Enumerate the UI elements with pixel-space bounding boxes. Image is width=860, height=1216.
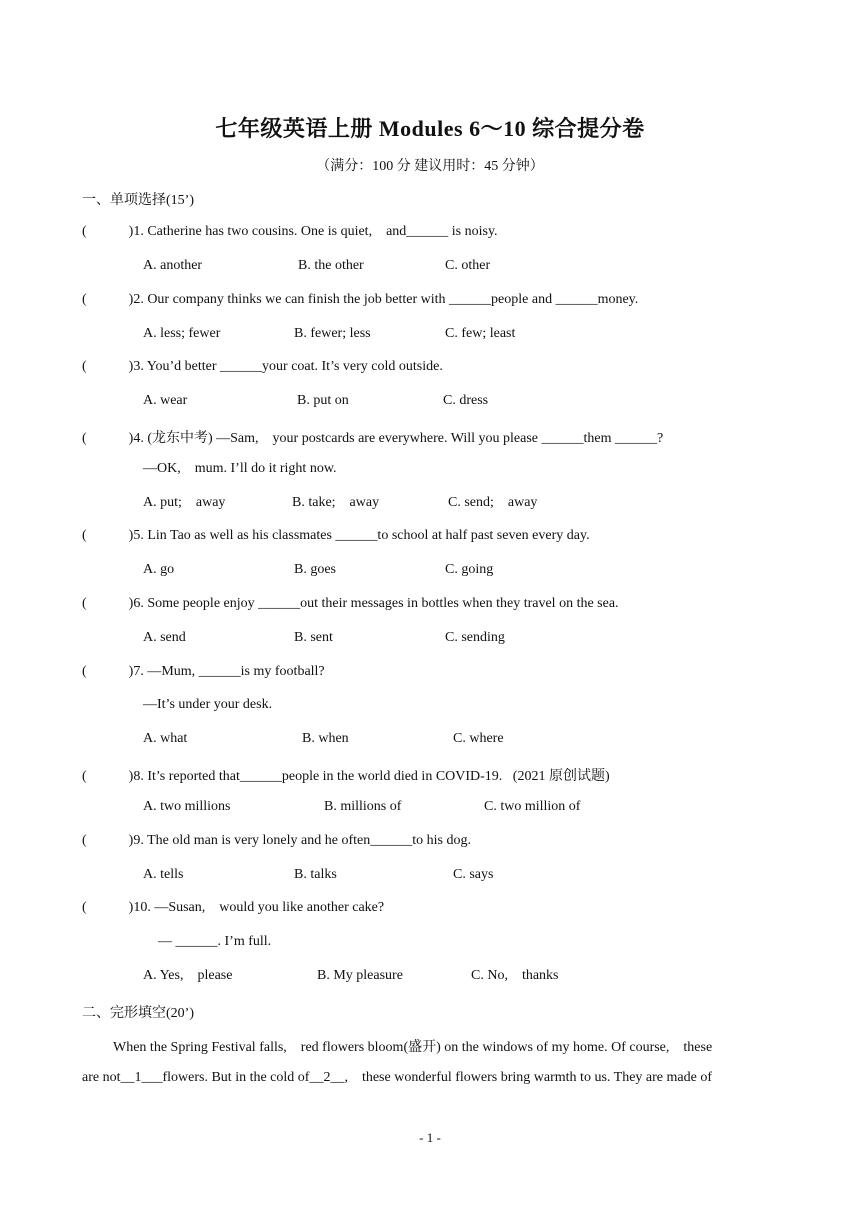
question-3-stem: ( )3. You’d better ______your coat. It’s very cold outside.	[82, 359, 443, 374]
page-title: 七年级英语上册 Modules 6～10 综合提分卷	[215, 116, 645, 141]
option-c: C. few; least	[445, 326, 516, 341]
option-a: A. send	[143, 630, 186, 645]
option-b: B. millions of	[324, 799, 402, 814]
option-b: B. talks	[294, 867, 337, 882]
question-8-stem: ( )8. It’s reported that______people in the world died in COVID-19. (2021 原创试题)	[82, 769, 610, 784]
question-6-stem: ( )6. Some people enjoy ______out their messages in bottles when they travel on the sea.	[82, 596, 619, 611]
question-6-options	[143, 630, 783, 694]
option-c: C. two million of	[484, 799, 581, 814]
section-heading-cloze: 二、完形填空(20’)	[82, 1006, 194, 1021]
question-5-options	[143, 562, 783, 626]
section-heading-single-choice: 一、单项选择(15’)	[82, 193, 194, 208]
option-a: A. put; away	[143, 495, 226, 510]
option-a: A. another	[143, 258, 203, 273]
question-9-options	[143, 867, 783, 931]
option-a: A. two millions	[143, 799, 231, 814]
question-10-reply: — ______. I’m full.	[158, 934, 272, 949]
option-a: A. go	[143, 562, 175, 577]
option-c: C. dress	[443, 393, 489, 408]
option-a: A. Yes, please	[143, 968, 233, 983]
option-c: C. send; away	[448, 495, 538, 510]
option-c: C. other	[445, 258, 491, 273]
question-10-stem: ( )10. —Susan, would you like another cake?	[82, 900, 385, 915]
question-2-options	[143, 326, 783, 390]
option-c: C. says	[453, 867, 494, 882]
question-1-options	[143, 258, 783, 322]
question-7-stem: ( )7. —Mum, ______is my football?	[82, 664, 325, 679]
question-7-options	[143, 731, 783, 795]
question-4-options	[143, 495, 783, 559]
option-a: A. tells	[143, 867, 184, 882]
question-5-stem: ( )5. Lin Tao as well as his classmates ______to school at half past seven every day.	[82, 528, 590, 543]
option-b: B. My pleasure	[317, 968, 403, 983]
cloze-paragraph-line-2: are not__1___flowers. But in the cold of__2__, these wonderful flowers bring warmth to us. They are made of	[82, 1070, 712, 1085]
option-b: B. when	[302, 731, 349, 746]
option-b: B. take; away	[292, 495, 380, 510]
question-4-reply: —OK, mum. I’ll do it right now.	[143, 461, 337, 476]
question-4-stem: ( )4. (龙东中考) —Sam, your postcards are everywhere. Will you please ______them ______?	[82, 431, 664, 446]
question-3-options	[143, 393, 783, 457]
question-10-options	[143, 968, 783, 1032]
cloze-paragraph-line-1: When the Spring Festival falls, red flowers bloom(盛开) on the windows of my home. Of course, these	[113, 1040, 713, 1055]
option-b: B. goes	[294, 562, 336, 577]
option-c: C. where	[453, 731, 504, 746]
option-c: C. No, thanks	[471, 968, 559, 983]
option-b: B. put on	[297, 393, 349, 408]
option-b: B. the other	[298, 258, 364, 273]
exam-info: （满分：100 分 建议用时：45 分钟）	[316, 159, 544, 174]
option-a: A. wear	[143, 393, 188, 408]
question-9-stem: ( )9. The old man is very lonely and he often______to his dog.	[82, 833, 471, 848]
page-number: - 1 -	[419, 1130, 441, 1145]
option-a: A. less; fewer	[143, 326, 221, 341]
option-b: B. fewer; less	[294, 326, 371, 341]
option-b: B. sent	[294, 630, 333, 645]
question-8-options	[143, 799, 783, 863]
question-1-stem: ( )1. Catherine has two cousins. One is quiet, and______ is noisy.	[82, 224, 498, 239]
option-c: C. going	[445, 562, 494, 577]
question-7-reply: —It’s under your desk.	[143, 697, 273, 712]
option-a: A. what	[143, 731, 188, 746]
option-c: C. sending	[445, 630, 505, 645]
question-2-stem: ( )2. Our company thinks we can finish the job better with ______people and ______money.	[82, 292, 639, 307]
